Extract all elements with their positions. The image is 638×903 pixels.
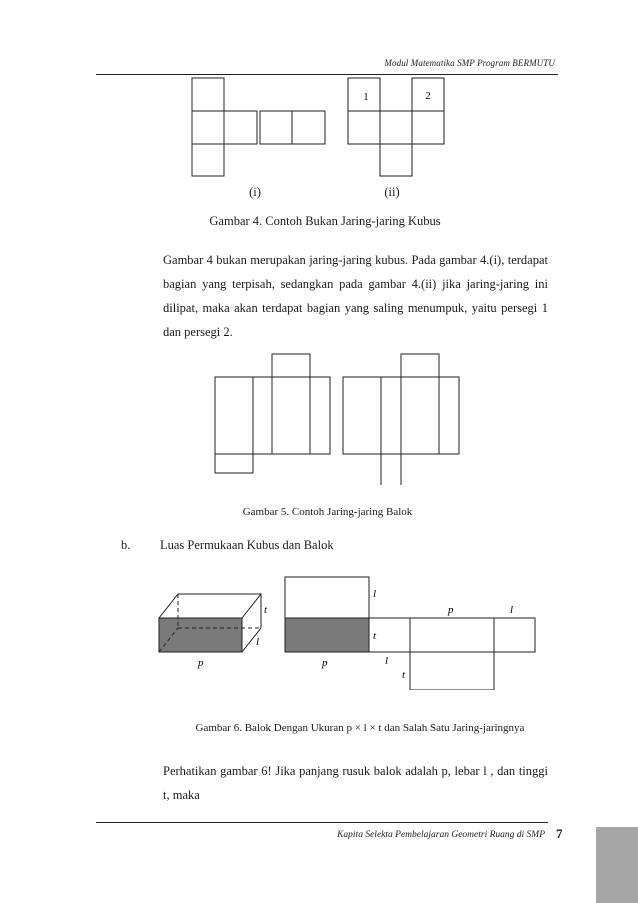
net-i-square bbox=[292, 111, 325, 144]
figure-4-label-i: (i) bbox=[249, 185, 261, 199]
running-header: Modul Matematika SMP Program BERMUTU bbox=[384, 58, 555, 68]
net-label-l-top: l bbox=[373, 588, 377, 600]
square-label-2: 2 bbox=[425, 90, 431, 102]
net-top-face bbox=[285, 577, 369, 618]
footer-rule bbox=[96, 822, 548, 823]
net-ii-square bbox=[412, 111, 444, 144]
box-shaded-bottom-face bbox=[159, 618, 242, 652]
net-i-square bbox=[192, 111, 224, 144]
net-ii-square bbox=[380, 144, 412, 176]
figure-5-diagram bbox=[210, 350, 470, 485]
balok-net-left-face bbox=[215, 454, 253, 473]
balok-net-left-face bbox=[253, 377, 272, 454]
balok-net-right-face bbox=[439, 377, 459, 454]
figure-4-caption: Gambar 4. Contoh Bukan Jaring-jaring Kubus bbox=[209, 214, 441, 228]
balok-net-right-face bbox=[381, 377, 401, 454]
balok-net-left-face bbox=[310, 377, 330, 454]
net-i-square bbox=[260, 111, 292, 144]
net-bottom-face bbox=[410, 652, 494, 690]
net-i-square bbox=[224, 111, 257, 144]
balok-net-right-face bbox=[381, 454, 401, 485]
net-label-l-right: l bbox=[510, 604, 514, 616]
net-label-p-bottom: p bbox=[322, 657, 328, 669]
balok-net-left-face bbox=[215, 377, 253, 454]
figure-5-caption: Gambar 5. Contoh Jaring-jaring Balok bbox=[242, 506, 413, 518]
net-label-p-top: p bbox=[448, 604, 454, 616]
page-number: 7 bbox=[556, 826, 563, 841]
net-shaded-face bbox=[285, 618, 369, 652]
balok-net-right-face bbox=[401, 377, 439, 454]
net-i-square bbox=[192, 144, 224, 176]
balok-net-left-face bbox=[272, 354, 310, 377]
square-label-1: 1 bbox=[363, 91, 369, 103]
figure-4-diagram bbox=[150, 70, 470, 200]
paragraph-1: Gambar 4 bukan merupakan jaring-jaring kubus. Pada gambar 4.(i), terdapat bagian yang terpisah, sedangkan pada gambar 4.(ii) jika jaring-jaring ini dilipat, maka akan terdapat bagian yang saling menumpuk, yaitu persegi 1 dan persegi 2. bbox=[163, 253, 548, 339]
box-top-face bbox=[159, 594, 261, 618]
box-label-t: t bbox=[264, 604, 268, 616]
paragraph-2: Perhatikan gambar 6! Jika panjang rusuk balok adalah p, lebar l , dan tinggi t, maka bbox=[163, 764, 548, 802]
figure-6-caption: Gambar 6. Balok Dengan Ukuran p × l × t dan Salah Satu Jaring-jaringnya bbox=[195, 722, 525, 734]
footer-title: Kapita Selekta Pembelajaran Geometri Ruang di SMP bbox=[337, 830, 545, 840]
figure-6-diagram bbox=[150, 570, 550, 690]
net-side-face bbox=[494, 618, 535, 652]
section-marker: b. bbox=[121, 538, 131, 552]
net-label-l-bottom: l bbox=[385, 655, 389, 667]
net-i-square bbox=[192, 78, 224, 111]
box-label-p: p bbox=[198, 657, 204, 669]
net-label-t: t bbox=[373, 630, 377, 642]
net-ii-square bbox=[348, 111, 380, 144]
balok-net-left-face bbox=[272, 377, 310, 454]
net-ii-square bbox=[380, 111, 412, 144]
balok-net-right-face bbox=[401, 354, 439, 377]
figure-4-label-ii: (ii) bbox=[384, 185, 400, 199]
net-label-t-bottom: t bbox=[402, 669, 406, 681]
balok-net-right-face bbox=[343, 377, 381, 454]
section-title: Luas Permukaan Kubus dan Balok bbox=[160, 538, 334, 552]
net-face bbox=[410, 618, 494, 652]
box-label-l: l bbox=[256, 636, 260, 648]
page-tab-block bbox=[596, 827, 638, 903]
